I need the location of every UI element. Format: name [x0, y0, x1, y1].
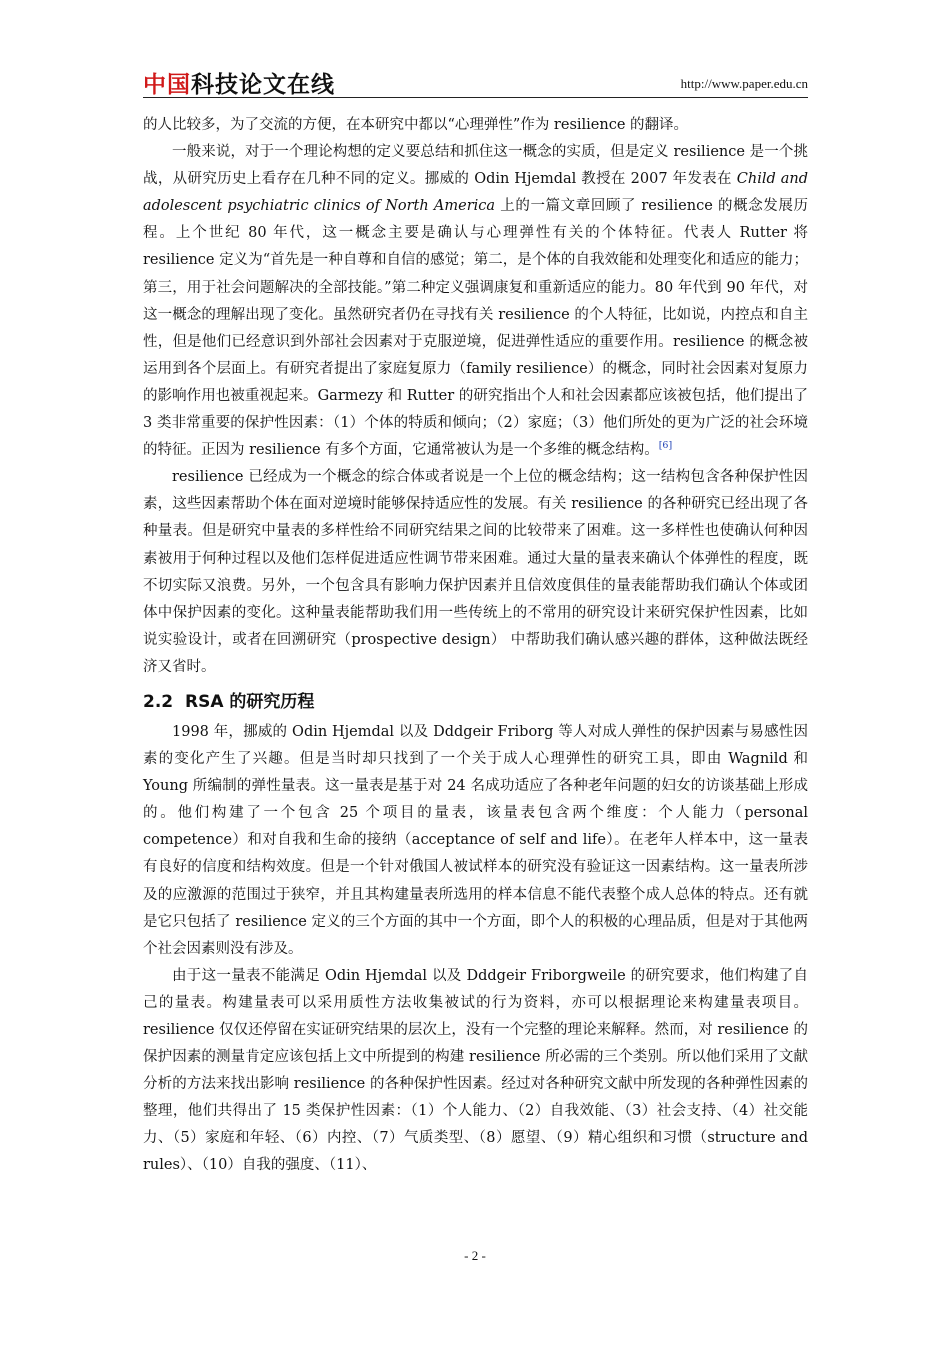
logo-dark-text: 科技论文在线: [191, 72, 335, 98]
header-url[interactable]: http://www.paper.edu.cn: [680, 76, 808, 91]
logo-red-text: 中国: [143, 72, 191, 98]
paragraph-text: 一般来说，对于一个理论构想的定义要总结和抓住这一概念的实质，但是定义 resilience 是一个挑战，从研究历史上看存在几种不同的定义。挪威的 Odin Hjemdal 教授在 2007 年发表在: [143, 144, 808, 188]
article-body: [143, 112, 808, 1180]
paragraph-construction: 由于这一量表不能满足 Odin Hjemdal 以及 Dddgeir Friborgweile 的研究要求，他们构建了自己的量表。构建量表可以采用质性方法收集被试的行为资料，亦可以根据理论来构建量表项目。resilience 仅仅还停留在实证研究结果的层次上，没有一个完整的理论来解释。然而，对 resilience 的保护因素的测量肯定应该包括上文中所提到的构建 resilience 所必需的三个类别。所以他们采用了文献分析的方法来找出影响 resilience 的各种保护性因素。经过对各种研究文献中所发现的各种弹性因素的整理，他们共得出了 15 类保护性因素：（1）个人能力、（2）自我效能、（3）社会支持、（4）社交能力、（5）家庭和年轻、（6）内控、（7）气质类型、（8）愿望、（9）精心组织和习惯（structure and rules）、（10）自我的强度、（11）、: [143, 967, 808, 1174]
header-rule: [143, 97, 808, 98]
page-number: - 2 -: [464, 1248, 486, 1263]
paragraph-continuation: 的人比较多，为了交流的方便，在本研究中都以“心理弹性”作为 resilience 的翻译。: [143, 117, 689, 133]
site-logo: [143, 66, 335, 99]
paragraph-history: 1998 年，挪威的 Odin Hjemdal 以及 Dddgeir Friborg 等人对成人弹性的保护因素与易感性因素的变化产生了兴趣。但是当时却只找到了一个关于成人心理弹性的研究工具，即由 Wagnild 和 Young 所编制的弹性量表。这一量表是基于对 24 名成功适应了各种老年问题的妇女的访谈基础上形成的。他们构建了一个包含 25 个项目的量表，该量表包含两个维度：个人能力（personal competence）和对自我和生命的接纳（acceptance of self and life）。在老年人样本中，这一量表有良好的信度和结构效度。但是一个针对俄国人被试样本的研究没有验证这一因素结构。这一量表所涉及的应激源的范围过于狭窄，并且其构建量表所选用的样本信息不能代表整个成人总体的特点。还有就是它只包括了 resilience 定义的三个方面的其中一个方面，即个人的积极的心理品质，但是对于其他两个社会因素则没有涉及。: [143, 723, 808, 957]
paragraph-definition: [143, 139, 808, 464]
section-number: 2.2: [143, 691, 174, 712]
section-heading: [143, 688, 808, 716]
section-title: RSA 的研究历程: [185, 691, 315, 712]
paragraph-text: 上的一篇文章回顾了 resilience 的概念发展历程。上个世纪 80 年代，这一概念主要是确认与心理弹性有关的个体特征。代表人 Rutter 将 resilience 定义为“首先是一种自尊和自信的感觉；第二，是个体的自我效能和处理变化和适应的能力；第三，用于社会问题解决的全部技能。”第二种定义强调康复和重新适应的能力。80 年代到 90 年代，对这一概念的理解出现了变化。虽然研究者仍在寻找有关 resilience 的个人特征，比如说，内控点和自主性，但是他们已经意识到外部社会因素对于克服逆境，促进弹性适应的重要作用。resilience 的概念被运用到各个层面上。有研究者提出了家庭复原力（family resilience）的概念，同时社会因素对复原力的影响作用也被重视起来。Garmezy 和 Rutter 的研究指出个人和社会因素都应该被包括，他们提出了 3 类非常重要的保护性因素：（1）个体的特质和倾向；（2）家庭；（3）他们所处的更为广泛的社会环境的特征。正因为 resilience 有多个方面，它通常被认为是一个多维的概念结构。: [143, 198, 808, 459]
journal-title: Child and adolescent psychiatric clinics of North America: [143, 171, 808, 215]
page-header: [143, 64, 808, 96]
paragraph-measurement: resilience 已经成为一个概念的综合体或者说是一个上位的概念结构；这一结构包含各种保护性因素，这些因素帮助个体在面对逆境时能够保持适应性的发展。有关 resilience 的各种研究已经出现了各种量表。但是研究中量表的多样性给不同研究结果之间的比较带来了困难。这一多样性也使确认何种因素被用于何种过程以及他们怎样促进适应性调节带来困难。通过大量的量表来确认个体弹性的程度，既不切实际又浪费。另外，一个包含具有影响力保护因素并且信效度俱佳的量表能帮助我们确认个体或团体中保护因素的变化。这种量表能帮助我们用一些传统上的不常用的研究设计来研究保护性因素，比如说实验设计，或者在回溯研究（prospective design） 中帮助我们确认感兴趣的群体，这种做法既经济又省时。: [143, 469, 808, 675]
citation-link[interactable]: [6]: [658, 440, 673, 452]
